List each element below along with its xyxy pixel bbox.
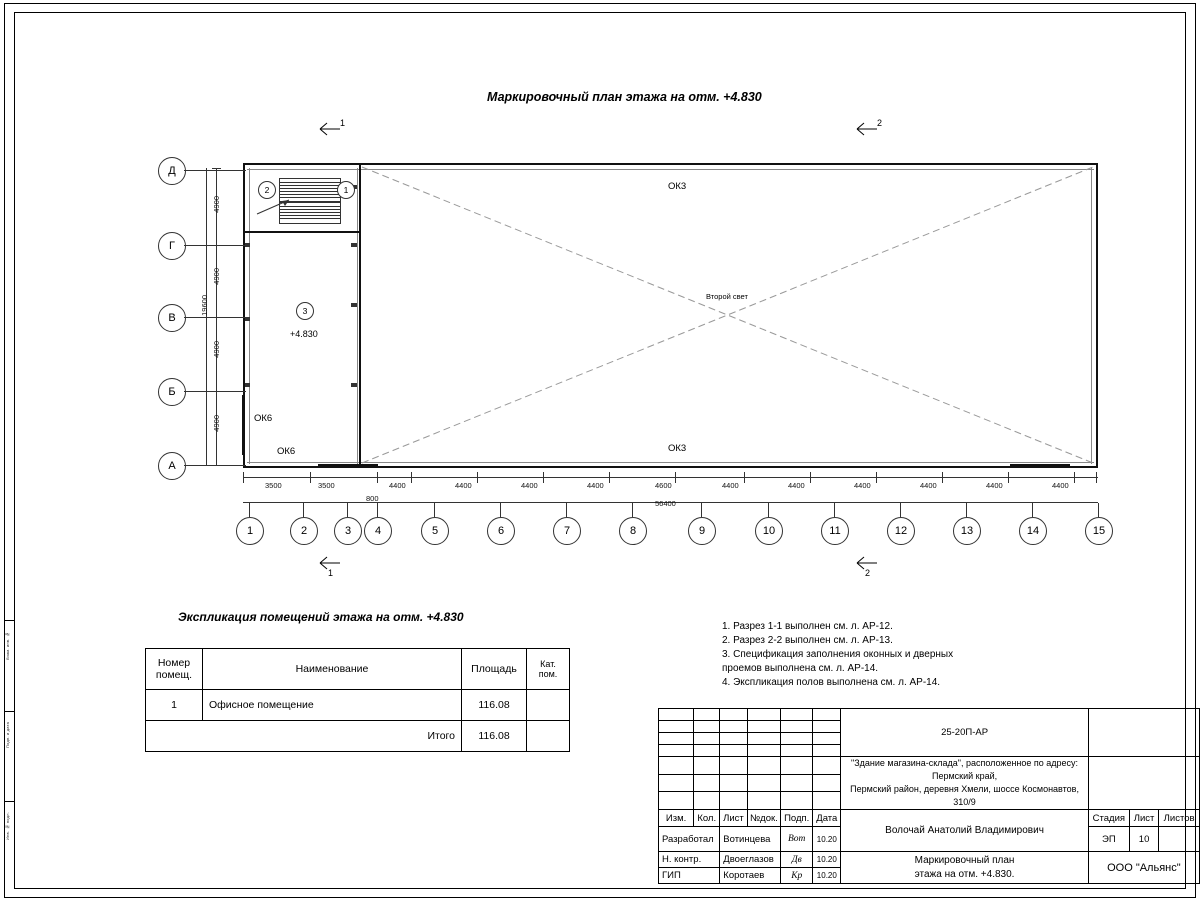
- dim-tick: [212, 465, 221, 466]
- axis-leader: [377, 503, 378, 517]
- header-name: Наименование: [203, 649, 462, 690]
- stair-room-wall: [245, 231, 360, 233]
- dim-tick: [212, 168, 221, 169]
- wall-tick: [351, 383, 357, 387]
- cell-cat: [527, 690, 570, 721]
- role-control: Н. контр.: [659, 852, 720, 868]
- axis-leader: [500, 503, 501, 517]
- dim-h-0: 3500: [265, 481, 282, 490]
- dim-v-2: 4900: [212, 341, 221, 358]
- axis-circle-g: [158, 232, 186, 260]
- axis-label: 5: [431, 525, 439, 537]
- dim-h-12: 4400: [1052, 481, 1069, 490]
- axis-leader: [566, 503, 567, 517]
- office-partition-inner: [357, 168, 358, 464]
- axis-circle-d: [158, 157, 186, 185]
- axis-leader: [966, 503, 967, 517]
- total-area: 116.08: [462, 721, 527, 752]
- date-developer: 10.20: [813, 827, 841, 852]
- explication-title: Экспликация помещений этажа на отм. +4.830: [178, 610, 464, 624]
- dim-tick: [411, 472, 412, 483]
- room-mark-1-label: 1: [343, 185, 349, 195]
- stage-header: Стадия: [1088, 810, 1129, 827]
- axis-label: 10: [762, 525, 776, 537]
- wall-tick: [351, 243, 357, 247]
- axis-leader: [303, 503, 304, 517]
- room-mark-3-label: 3: [302, 306, 308, 316]
- sheets-header: Листов: [1159, 810, 1200, 827]
- axis-leader: [701, 503, 702, 517]
- date-gip: 10.20: [813, 868, 841, 884]
- dim-h-2: 4400: [389, 481, 406, 490]
- room-level-label: +4.830: [290, 329, 318, 339]
- chief-name: Волочай Анатолий Владимирович: [841, 810, 1088, 852]
- dim-chain-horizontal: [243, 477, 1098, 478]
- total-cat: [527, 721, 570, 752]
- note-1: 1. Разрез 1-1 выполнен см. л. АР-12.: [722, 621, 893, 632]
- axis-label: А: [168, 460, 176, 472]
- dim-tick: [1074, 472, 1075, 483]
- window-label-ok3-top: ОК3: [668, 181, 687, 192]
- axis-leader: [434, 503, 435, 517]
- dim-h-9: 4400: [854, 481, 871, 490]
- date-control: 10.20: [813, 852, 841, 868]
- explication-table: [145, 648, 570, 752]
- axis-label: 2: [300, 525, 308, 537]
- room-mark-3: [296, 302, 314, 320]
- col-kol: Кол.: [694, 810, 720, 827]
- axis-circle-11: [821, 517, 849, 545]
- dim-tick: [212, 391, 221, 392]
- axis-circle-6: [487, 517, 515, 545]
- dim-tick: [377, 472, 378, 483]
- dim-v-total: 19600: [200, 295, 209, 316]
- axis-label: 11: [829, 525, 841, 537]
- dim-tick: [543, 472, 544, 483]
- header-cat: Кат. пом.: [527, 649, 570, 690]
- void-diagonals: [360, 165, 1095, 465]
- window-label-ok3-bottom: ОК3: [668, 443, 687, 454]
- dim-tick: [1096, 472, 1097, 483]
- cell-area: 116.08: [462, 690, 527, 721]
- sheet-title-2: этажа на отм. +4.830.: [914, 868, 1015, 880]
- table-total-row: [146, 721, 570, 752]
- stamp-columns-row: [659, 810, 1200, 827]
- axis-label: 4: [374, 525, 382, 537]
- axis-leader: [632, 503, 633, 517]
- axis-line-d: [184, 170, 246, 171]
- sheet-title-1: Маркировочный план: [914, 854, 1015, 866]
- signature-developer: Вот: [781, 827, 813, 852]
- axis-circle-4: [364, 517, 392, 545]
- stair-arrow-icon: [255, 196, 295, 220]
- margin-text-1: Подп. и дата: [5, 722, 10, 748]
- axis-label: 9: [698, 525, 706, 537]
- dim-tick: [810, 472, 811, 483]
- dim-tick: [1008, 472, 1009, 483]
- col-doc: №док.: [747, 810, 781, 827]
- dim-tick: [744, 472, 745, 483]
- dim-tick: [876, 472, 877, 483]
- axis-label: 1: [246, 525, 254, 537]
- axis-leader: [347, 503, 348, 517]
- left-margin-strip: [4, 620, 14, 897]
- role-gip: ГИП: [659, 868, 720, 884]
- wall-right: [1096, 163, 1098, 468]
- axis-circle-v: [158, 304, 186, 332]
- name-control: Двоеглазов: [720, 852, 781, 868]
- section-mark-1-bottom: [318, 555, 348, 579]
- sheets-value: [1159, 827, 1200, 852]
- role-developer: Разработал: [659, 827, 720, 852]
- glazing-left-band: [242, 395, 245, 455]
- notes-block: [722, 620, 953, 690]
- dim-h-11: 4400: [986, 481, 1003, 490]
- note-4: 4. Экспликация полов выполнена см. л. АР-14.: [722, 677, 941, 688]
- svg-text:1: 1: [328, 568, 334, 577]
- total-pad: [146, 721, 203, 752]
- axis-circle-9: [688, 517, 716, 545]
- section-mark-1-top: [318, 118, 348, 140]
- axis-label: В: [168, 312, 176, 324]
- dim-tick: [212, 245, 221, 246]
- dim-tick: [675, 472, 676, 483]
- dim-h-total: 56400: [655, 499, 676, 508]
- axis-leader: [1098, 503, 1099, 517]
- room-mark-2-label: 2: [264, 185, 270, 195]
- dim-h-10: 4400: [920, 481, 937, 490]
- second-light-label: Второй свет: [706, 292, 748, 301]
- dim-h-5: 4400: [587, 481, 604, 490]
- axis-circle-8: [619, 517, 647, 545]
- col-podp: Подп.: [781, 810, 813, 827]
- window-label-ok6-left-lower: ОК6: [277, 446, 296, 457]
- dim-v-1: 4900: [212, 268, 221, 285]
- table-row: [146, 690, 570, 721]
- dim-tick: [212, 317, 221, 318]
- section-mark-2-bottom: [855, 555, 885, 579]
- header-num: Номер помещ.: [146, 649, 203, 690]
- col-data: Дата: [813, 810, 841, 827]
- section-mark-2-top: [855, 118, 885, 140]
- dim-tick: [477, 472, 478, 483]
- table-header-row: [146, 649, 570, 690]
- doc-code: 25-20П-АР: [841, 709, 1088, 757]
- svg-text:1: 1: [340, 118, 346, 128]
- margin-text-2: Инв. № подл.: [5, 812, 10, 841]
- axis-circle-5: [421, 517, 449, 545]
- dim-h-7: 4400: [722, 481, 739, 490]
- sheet-value: 10: [1129, 827, 1158, 852]
- room-mark-1: [337, 181, 355, 199]
- note-3b: проемов выполнена см. л. АР-14.: [722, 663, 879, 674]
- axis-leader: [1032, 503, 1033, 517]
- object-line-2: Пермский район, деревня Хмели, шоссе Космонавтов, 310/9: [850, 784, 1079, 807]
- dim-chain-vertical-total: [206, 168, 207, 466]
- dim-v-0: 4900: [212, 196, 221, 213]
- note-2: 2. Разрез 2-2 выполнен см. л. АР-13.: [722, 635, 893, 646]
- note-3: 3. Спецификация заполнения оконных и дверных: [722, 649, 954, 660]
- axis-label: 3: [344, 525, 352, 537]
- title-block: [658, 708, 1200, 884]
- wall-tick: [351, 303, 357, 307]
- col-izm: Изм.: [659, 810, 694, 827]
- axis-circle-3: [334, 517, 362, 545]
- axis-circle-15: [1085, 517, 1113, 545]
- axis-circle-2: [290, 517, 318, 545]
- dim-h-8: 4400: [788, 481, 805, 490]
- svg-text:2: 2: [865, 568, 871, 577]
- axis-label: 7: [563, 525, 571, 537]
- dim-tick: [609, 472, 610, 483]
- room-mark-2: [258, 181, 276, 199]
- axis-label: Г: [169, 240, 175, 252]
- axis-label: 13: [960, 525, 974, 537]
- axis-circle-12: [887, 517, 915, 545]
- axis-leader: [768, 503, 769, 517]
- axis-circle-a: [158, 452, 186, 480]
- axis-circle-b: [158, 378, 186, 406]
- dim-tick: [310, 472, 311, 483]
- dim-tick: [243, 472, 244, 483]
- cell-num: 1: [146, 690, 203, 721]
- axis-label: 12: [894, 525, 908, 537]
- axis-circle-10: [755, 517, 783, 545]
- axis-label: Б: [168, 386, 176, 398]
- stamp-row-control: [659, 852, 1200, 868]
- axis-circle-14: [1019, 517, 1047, 545]
- axis-leader: [249, 503, 250, 517]
- dim-tick: [942, 472, 943, 483]
- axis-label: 15: [1092, 525, 1106, 537]
- window-label-ok6-left-upper: ОК6: [254, 413, 273, 424]
- sheet-header: Лист: [1129, 810, 1158, 827]
- margin-text-0: Взам. инв. №: [5, 632, 10, 660]
- axis-leader: [900, 503, 901, 517]
- total-label: Итого: [203, 721, 462, 752]
- dim-v-3: 4900: [212, 415, 221, 432]
- header-area: Площадь: [462, 649, 527, 690]
- col-list: Лист: [720, 810, 747, 827]
- dim-h-extra: 800: [366, 494, 379, 503]
- axis-label: 8: [629, 525, 637, 537]
- signature-control: Дв: [781, 852, 813, 868]
- dim-h-3: 4400: [455, 481, 472, 490]
- wall-tick: [245, 383, 250, 387]
- svg-text:2: 2: [877, 118, 883, 128]
- axis-leader: [834, 503, 835, 517]
- company-name: ООО "Альянс": [1088, 852, 1199, 884]
- object-line-1: "Здание магазина-склада", расположенное по адресу: Пермский край,: [851, 758, 1079, 781]
- axis-circle-1: [236, 517, 264, 545]
- axis-label: 14: [1026, 525, 1040, 537]
- dim-h-4: 4400: [521, 481, 538, 490]
- signature-gip: Кр: [781, 868, 813, 884]
- axis-label: Д: [168, 165, 176, 177]
- axis-label: 6: [497, 525, 505, 537]
- wall-left-inner: [249, 168, 250, 464]
- plan-title: Маркировочный план этажа на отм. +4.830: [487, 90, 762, 104]
- name-developer: Вотинцева: [720, 827, 781, 852]
- dim-h-6: 4600: [655, 481, 672, 490]
- axis-circle-13: [953, 517, 981, 545]
- dim-h-1: 3500: [318, 481, 335, 490]
- stage-value: ЭП: [1088, 827, 1129, 852]
- name-gip: Коротаев: [720, 868, 781, 884]
- axis-circle-7: [553, 517, 581, 545]
- cell-name: Офисное помещение: [203, 690, 462, 721]
